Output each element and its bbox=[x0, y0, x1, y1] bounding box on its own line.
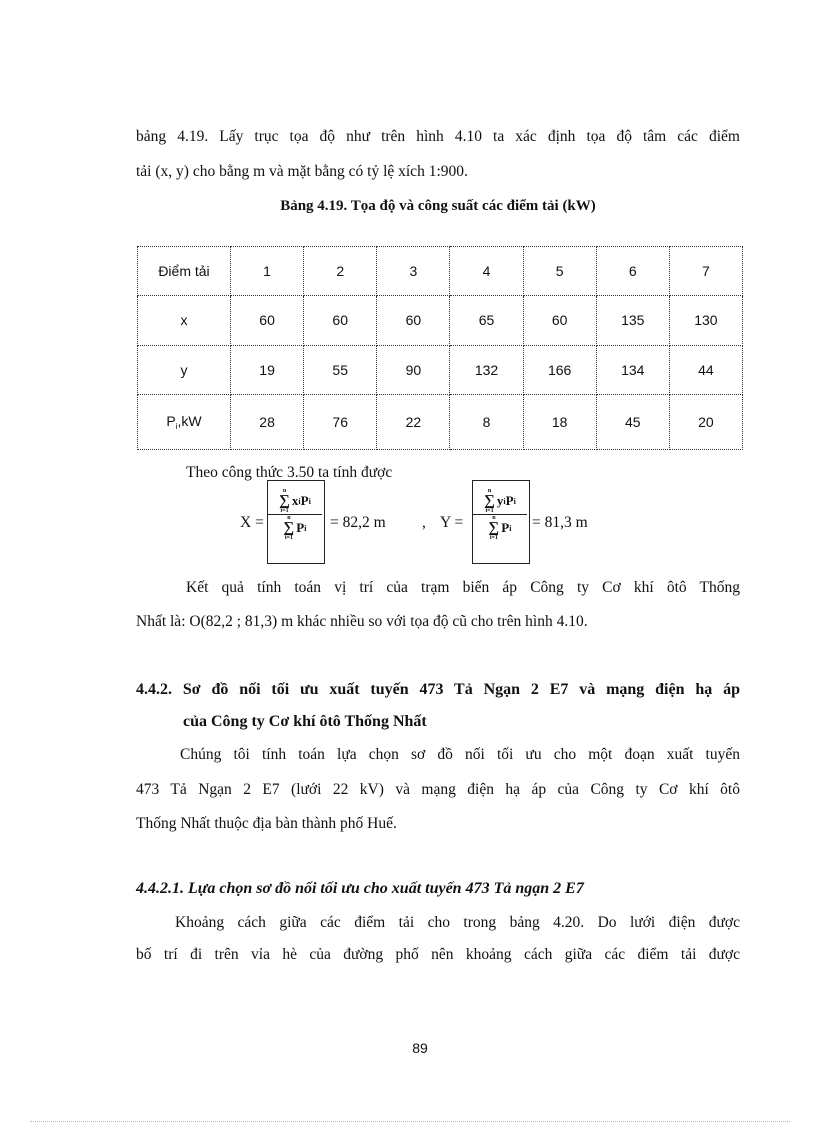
section-heading-4-4-2-1: 4.4.2.1. Lựa chọn sơ đồ nối tối ưu cho xuất tuyến 473 Tả ngạn 2 E7 bbox=[136, 880, 584, 897]
sigma-symbol: n ∑ i=1 bbox=[488, 515, 500, 541]
cell-power: 28 bbox=[231, 394, 304, 449]
section-heading-4-4-2-cont: của Công ty Cơ khí ôtô Thống Nhất bbox=[183, 713, 427, 730]
row-header-y: y bbox=[138, 345, 231, 394]
cell-power: 45 bbox=[596, 394, 669, 449]
page-number: 89 bbox=[412, 1040, 428, 1056]
cell-y: 90 bbox=[377, 345, 450, 394]
row-header-x: x bbox=[138, 296, 231, 345]
cell-y: 19 bbox=[231, 345, 304, 394]
cell-power: 76 bbox=[304, 394, 377, 449]
formula-x-denominator: n ∑ i=1 P i bbox=[283, 515, 307, 541]
cell-point: 6 bbox=[596, 247, 669, 296]
table-row-power bbox=[138, 394, 743, 449]
section-heading-4-4-2: 4.4.2. Sơ đồ nối tối ưu xuất tuyến 473 Tả Ngạn 2 E7 và mạng điện hạ áp bbox=[136, 681, 740, 698]
table-row-x bbox=[138, 296, 743, 345]
power-subscript: i bbox=[175, 421, 178, 431]
cell-point: 4 bbox=[450, 247, 523, 296]
formula-y-fraction bbox=[473, 488, 527, 541]
row-header-power bbox=[138, 394, 231, 449]
cell-x: 60 bbox=[231, 296, 304, 345]
sigma-symbol: n ∑ i=1 bbox=[283, 515, 295, 541]
cell-power: 8 bbox=[450, 394, 523, 449]
formula-y-numerator: n ∑ i=1 y i P i bbox=[484, 488, 516, 514]
result-line-2: Nhất là: O(82,2 ; 81,3) m khác nhiều so với tọa độ cũ cho trên hình 4.10. bbox=[136, 613, 588, 630]
load-points-table bbox=[137, 246, 743, 450]
result-line-1: Kết quả tính toán vị trí của trạm biến áp Công ty Cơ khí ôtô Thống bbox=[186, 579, 740, 596]
power-letter: P bbox=[166, 412, 176, 429]
body2-line-2: 473 Tả Ngạn 2 E7 (lưới 22 kV) và mạng điện hạ áp của Công ty Cơ khí ôtô bbox=[136, 781, 740, 798]
cell-power: 22 bbox=[377, 394, 450, 449]
intro-line-1: bảng 4.19. Lấy trục tọa độ như trên hình 4.10 ta xác định tọa độ tâm các điểm bbox=[136, 128, 740, 145]
cell-point: 5 bbox=[523, 247, 596, 296]
cell-y: 134 bbox=[596, 345, 669, 394]
formula-x-value: = 82,2 m bbox=[330, 514, 386, 531]
cell-power: 20 bbox=[669, 394, 742, 449]
body3-line-1: Khoảng cách giữa các điểm tải cho trong bảng 4.20. Do lưới điện được bbox=[175, 914, 740, 931]
table-row-points bbox=[138, 247, 743, 296]
formula-y-label: Y = bbox=[440, 514, 464, 531]
intro-line-2: tải (x, y) cho bằng m và mặt bằng có tỷ lệ xích 1:900. bbox=[136, 163, 468, 180]
cell-y: 166 bbox=[523, 345, 596, 394]
cell-x: 130 bbox=[669, 296, 742, 345]
cell-x: 65 bbox=[450, 296, 523, 345]
formula-x-numerator: n ∑ i=1 x i P i bbox=[279, 488, 311, 514]
sigma-symbol: n ∑ i=1 bbox=[484, 488, 495, 514]
cell-point: 1 bbox=[231, 247, 304, 296]
cell-point: 7 bbox=[669, 247, 742, 296]
sigma-symbol: n ∑ i=1 bbox=[279, 488, 290, 514]
cell-power: 18 bbox=[523, 394, 596, 449]
cell-point: 3 bbox=[377, 247, 450, 296]
table-caption: Bảng 4.19. Tọa độ và công suất các điểm tải (kW) bbox=[280, 198, 596, 214]
formula-y-value: = 81,3 m bbox=[532, 514, 588, 531]
formula-x-label: X = bbox=[240, 514, 264, 531]
row-header-points: Điểm tải bbox=[138, 247, 231, 296]
page-bottom-divider bbox=[30, 1121, 790, 1122]
cell-x: 60 bbox=[304, 296, 377, 345]
table-row-y bbox=[138, 345, 743, 394]
formula-x-fraction bbox=[268, 488, 322, 541]
body2-line-3: Thống Nhất thuộc địa bàn thành phố Huế. bbox=[136, 815, 397, 832]
cell-x: 60 bbox=[523, 296, 596, 345]
power-unit: ,kW bbox=[177, 412, 202, 429]
theo-cong-thuc-line: Theo công thức 3.50 ta tính được bbox=[186, 464, 393, 481]
cell-x: 60 bbox=[377, 296, 450, 345]
body2-line-1: Chúng tôi tính toán lựa chọn sơ đồ nối tối ưu cho một đoạn xuất tuyến bbox=[180, 746, 740, 763]
cell-point: 2 bbox=[304, 247, 377, 296]
cell-x: 135 bbox=[596, 296, 669, 345]
cell-y: 44 bbox=[669, 345, 742, 394]
body3-line-2: bố trí đi trên vỉa hè của đường phố nên khoảng cách giữa các điểm tải được bbox=[136, 946, 740, 963]
cell-y: 55 bbox=[304, 345, 377, 394]
formula-y-denominator: n ∑ i=1 P i bbox=[488, 515, 512, 541]
formula-separator: , bbox=[422, 514, 426, 531]
cell-y: 132 bbox=[450, 345, 523, 394]
